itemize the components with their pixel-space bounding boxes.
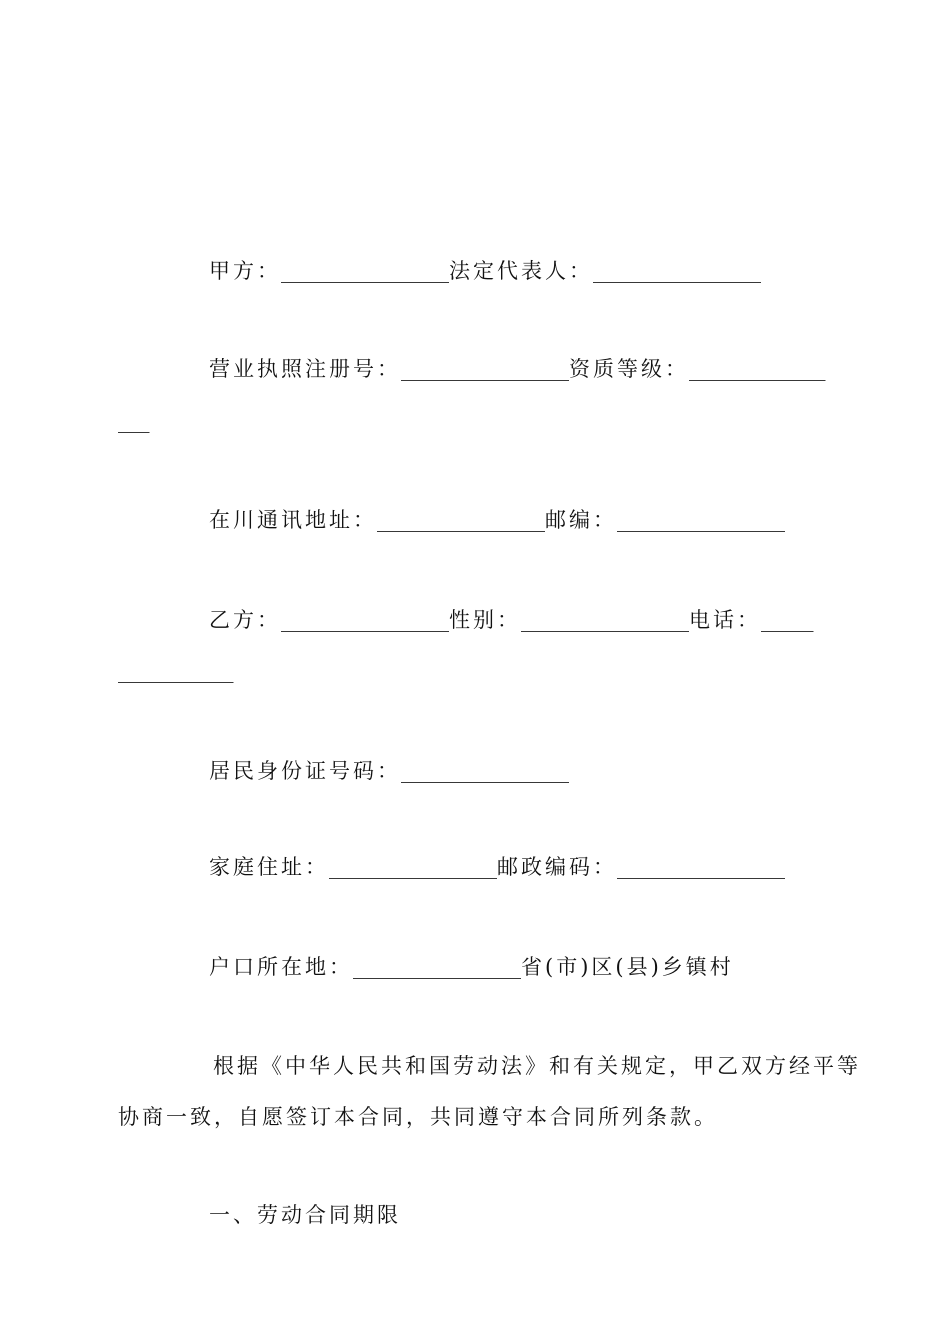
- household-registration-label: 户口所在地：: [209, 955, 353, 979]
- business-license-label: 营业执照注册号：: [209, 357, 401, 381]
- home-address-label: 家庭住址：: [209, 855, 329, 879]
- phone-blank: _____: [761, 608, 814, 632]
- home-address-blank: ________________: [329, 855, 497, 879]
- business-license-blank: ________________: [401, 357, 569, 381]
- home-address-line: [209, 853, 785, 881]
- party-a-label: 甲方：: [209, 259, 281, 283]
- postcode-blank: ________________: [617, 508, 785, 532]
- id-number-label: 居民身份证号码：: [209, 759, 401, 783]
- legal-rep-blank: ________________: [593, 259, 761, 283]
- party-b-blank: ________________: [281, 608, 449, 632]
- postcode-label: 邮编：: [545, 508, 617, 532]
- gender-label: 性别：: [449, 608, 521, 632]
- household-registration-line: [209, 953, 734, 981]
- sichuan-address-blank: ________________: [377, 508, 545, 532]
- phone-blank-cont: ___________: [118, 659, 234, 683]
- business-license-line: [209, 355, 826, 383]
- preamble-line-2: 协商一致，自愿签订本合同，共同遵守本合同所列条款。: [118, 1105, 718, 1129]
- party-a-line: [209, 257, 761, 285]
- qualification-blank-wrap: [118, 407, 150, 435]
- phone-label: 电话：: [689, 608, 761, 632]
- sichuan-address-label: 在川通讯地址：: [209, 508, 377, 532]
- qualification-label: 资质等级：: [569, 357, 689, 381]
- zip-code-label: 邮政编码：: [497, 855, 617, 879]
- party-b-label: 乙方：: [209, 608, 281, 632]
- qualification-blank: _____________: [689, 357, 826, 381]
- household-registration-suffix: 省(市)区(县)乡镇村: [521, 955, 734, 979]
- legal-rep-label: 法定代表人：: [449, 259, 593, 283]
- id-number-line: [209, 757, 569, 785]
- sichuan-address-line: [209, 506, 785, 534]
- party-a-blank: ________________: [281, 259, 449, 283]
- household-registration-blank: ________________: [353, 955, 521, 979]
- qualification-blank-cont: ___: [118, 409, 150, 433]
- party-b-line: [209, 606, 814, 634]
- phone-blank-wrap: [118, 657, 234, 685]
- preamble-line-1: 根据《中华人民共和国劳动法》和有关规定，甲乙双方经平等: [213, 1054, 861, 1078]
- id-number-blank: ________________: [401, 759, 569, 783]
- gender-blank: ________________: [521, 608, 689, 632]
- section-title: 一、劳动合同期限: [209, 1203, 401, 1227]
- zip-code-blank: ________________: [617, 855, 785, 879]
